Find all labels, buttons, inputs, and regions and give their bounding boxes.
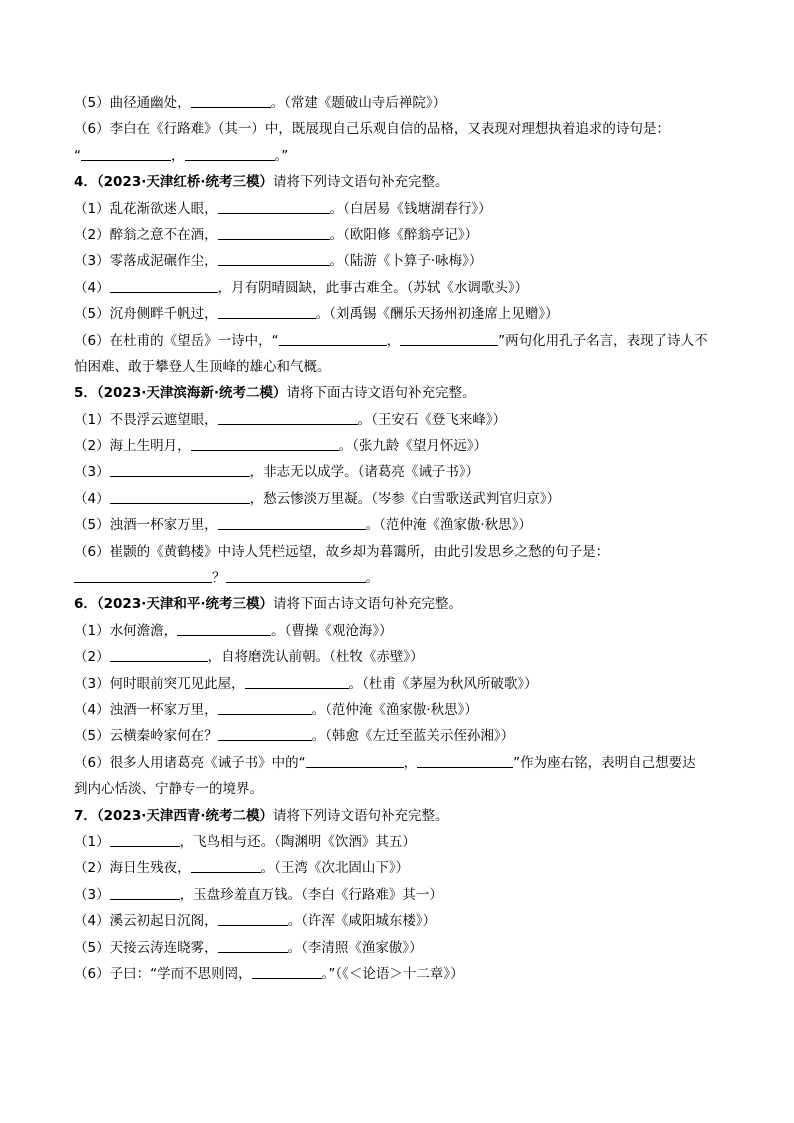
item-text: （2）海上生明月， [74,438,191,455]
item-text: 请将下面古诗文语句补充完整。 [286,385,476,402]
question-item [74,407,724,433]
item-text: 。（王湾《次北固山下》） [260,860,410,877]
answer-blank[interactable] [110,646,208,662]
item-text: （6）崔颢的《黄鹤楼》中诗人凭栏远望，故乡却为暮霭所，由此引发思乡之愁的句子是： [74,543,610,560]
answer-blank[interactable] [81,145,171,161]
item-text: （4）溪云初起日沉阁， [74,913,218,930]
item-text: “ [74,147,81,164]
item-text: ，玉盘珍羞直万钱。（李白《行路难》其一） [179,886,443,903]
item-text: ，愁云惨淡万里凝。（岑参《白雪歌送武判官归京》） [249,490,561,507]
question-item [74,671,724,697]
item-text: （3） [74,464,110,481]
item-text: （5）曲径通幽处， [74,95,191,111]
item-text: 怕困难、敢于攀登人生顶峰的雄心和气概。 [74,358,331,375]
item-text: （4） [74,490,110,507]
item-text: ，自将磨洗认前朝。（杜牧《赤壁》） [207,649,424,666]
item-text: ， [403,754,418,771]
answer-blank[interactable] [110,277,218,293]
question-heading [74,591,724,617]
item-text: 。（王安石《登飞来峰》） [357,411,507,428]
item-text: （4） [74,279,110,296]
answer-blank[interactable] [218,224,330,240]
item-text: （5）天接云涛连晓雾， [74,939,218,956]
item-text: 。（张九龄《望月怀远》） [338,438,488,455]
question-item [74,90,724,116]
item-text: 。”（《＜论语＞十二章》） [321,965,464,982]
answer-blank[interactable] [191,92,271,108]
item-text: 。（范仲淹《渔家傲·秋思》） [365,517,532,534]
question-item [74,275,724,301]
item-text: （5）浊酒一杯家万里， [74,517,218,534]
question-item [74,301,724,327]
item-text: 。（范仲淹《渔家傲·秋思》） [311,701,478,718]
item-text: ，月有阴晴圆缺，此事古难全。（苏轼《水调歌头》） [217,279,529,296]
question-item [74,196,724,222]
item-text: 。（白居易《钱塘湖春行》） [329,200,492,217]
item-text: ”作为座右铭，表明自己想要达 [513,754,696,771]
answer-blank[interactable] [110,461,250,477]
question-item [74,776,724,802]
answer-blank[interactable] [218,699,312,715]
answer-blank[interactable] [218,910,288,926]
answer-blank[interactable] [177,620,271,636]
question-item [74,935,724,961]
item-text: （2）醉翁之意不在酒， [74,226,218,243]
question-item [74,328,724,354]
question-source: 6．（2023·天津和平·统考三模） [74,596,273,613]
question-heading [74,380,724,406]
item-text: 请将下列诗文语句补充完整。 [272,174,449,191]
question-item [74,644,724,670]
answer-blank[interactable] [218,937,288,953]
question-item [74,618,724,644]
item-text: （6）子曰：“学而不思则罔， [74,965,252,982]
question-item [74,539,724,565]
answer-blank[interactable] [279,330,387,346]
item-text: 。” [274,147,289,164]
item-text: （6）李白在《行路难》（其一）中，既展现自己乐观自信的品格，又表现对理想执着追求的诗句是： [74,121,670,138]
item-text: （6）很多人用诸葛亮《诫子书》中的“ [74,754,306,771]
item-text: （3） [74,886,110,903]
item-text: （1）水何澹澹， [74,622,178,639]
question-heading [74,803,724,829]
answer-blank[interactable] [252,963,322,979]
answer-blank[interactable] [226,567,366,583]
item-text: 。 [365,570,379,587]
item-text: ，非志无以成学。（诸葛亮《诫子书》） [249,464,480,481]
item-text: （2） [74,649,110,666]
question-item [74,961,724,987]
item-text: 。（曹操《观沧海》） [271,622,393,639]
item-text: （1）乱花渐欲迷人眼， [74,200,218,217]
answer-blank[interactable] [218,198,330,214]
item-text: 请将下列诗文语句补充完整。 [272,807,449,824]
answer-blank[interactable] [245,673,349,689]
item-text: （3）零落成泥碾作尘， [74,253,218,270]
item-text: （6）在杜甫的《望岳》一诗中，“ [74,332,279,349]
item-text: （4）浊酒一杯家万里， [74,701,218,718]
item-text: （3）何时眼前突兀见此屋， [74,675,245,692]
question-item [74,143,724,169]
question-item [74,486,724,512]
answer-blank[interactable] [218,514,366,530]
answer-blank[interactable] [185,145,275,161]
item-text: 。（欧阳修《醉翁亭记》） [329,226,479,243]
answer-blank[interactable] [417,752,513,768]
item-text: ， [386,332,401,349]
item-text: （1）不畏浮云遮望眼， [74,411,218,428]
item-text: （2）海日生残夜， [74,860,191,877]
item-text: 。（常建《题破山寺后禅院》） [270,95,447,111]
answer-blank[interactable] [110,884,180,900]
question-source: 5．（2023·天津滨海新·统考二模） [74,385,287,402]
item-text: （5）沉舟侧畔千帆过， [74,306,218,323]
answer-blank[interactable] [218,725,312,741]
item-text: 。（李清照《渔家傲》） [287,939,423,956]
question-item [74,116,724,142]
question-item [74,248,724,274]
answer-blank[interactable] [191,857,261,873]
item-text: （1） [74,833,110,850]
question-item [74,222,724,248]
question-item [74,565,724,591]
item-text: ？ [212,570,226,587]
answer-blank[interactable] [306,752,404,768]
item-text: ，飞鸟相与还。（陶渊明《饮酒》其五） [179,833,416,850]
item-text: 。（杜甫《茅屋为秋风所破歌》） [348,675,538,692]
question-item [74,354,724,380]
question-item [74,723,724,749]
item-text: 。（刘禹锡《酬乐天扬州初逢席上见赠》） [315,306,559,323]
item-text: ， [171,147,185,164]
question-item [74,855,724,881]
answer-blank[interactable] [74,567,212,583]
question-item [74,433,724,459]
question-source: 7．（2023·天津西青·统考二模） [74,807,273,824]
item-text: 。（陆游《卜算子·咏梅》） [329,253,483,270]
question-item [74,697,724,723]
answer-blank[interactable] [191,435,339,451]
question-item [74,908,724,934]
question-source: 4．（2023·天津红桥·统考三模） [74,174,273,191]
item-text: （5）云横秦岭家何在？ [74,728,218,745]
item-text: 。（韩愈《左迁至蓝关示侄孙湘》） [311,728,515,745]
answer-blank[interactable] [110,831,180,847]
item-text: 。（许浑《咸阳城东楼》） [287,913,437,930]
answer-blank[interactable] [218,409,358,425]
question-list [74,90,724,987]
item-text: 到内心恬淡、宁静专一的境界。 [74,781,263,798]
answer-blank[interactable] [400,330,498,346]
question-heading [74,169,724,195]
answer-blank[interactable] [110,488,250,504]
answer-blank[interactable] [218,250,330,266]
question-item [74,459,724,485]
answer-blank[interactable] [218,303,316,319]
question-item [74,512,724,538]
question-item [74,750,724,776]
question-item [74,829,724,855]
item-text: ”两句化用孔子名言，表现了诗人不 [498,332,708,349]
question-item [74,882,724,908]
item-text: 请将下面古诗文语句补充完整。 [272,596,462,613]
